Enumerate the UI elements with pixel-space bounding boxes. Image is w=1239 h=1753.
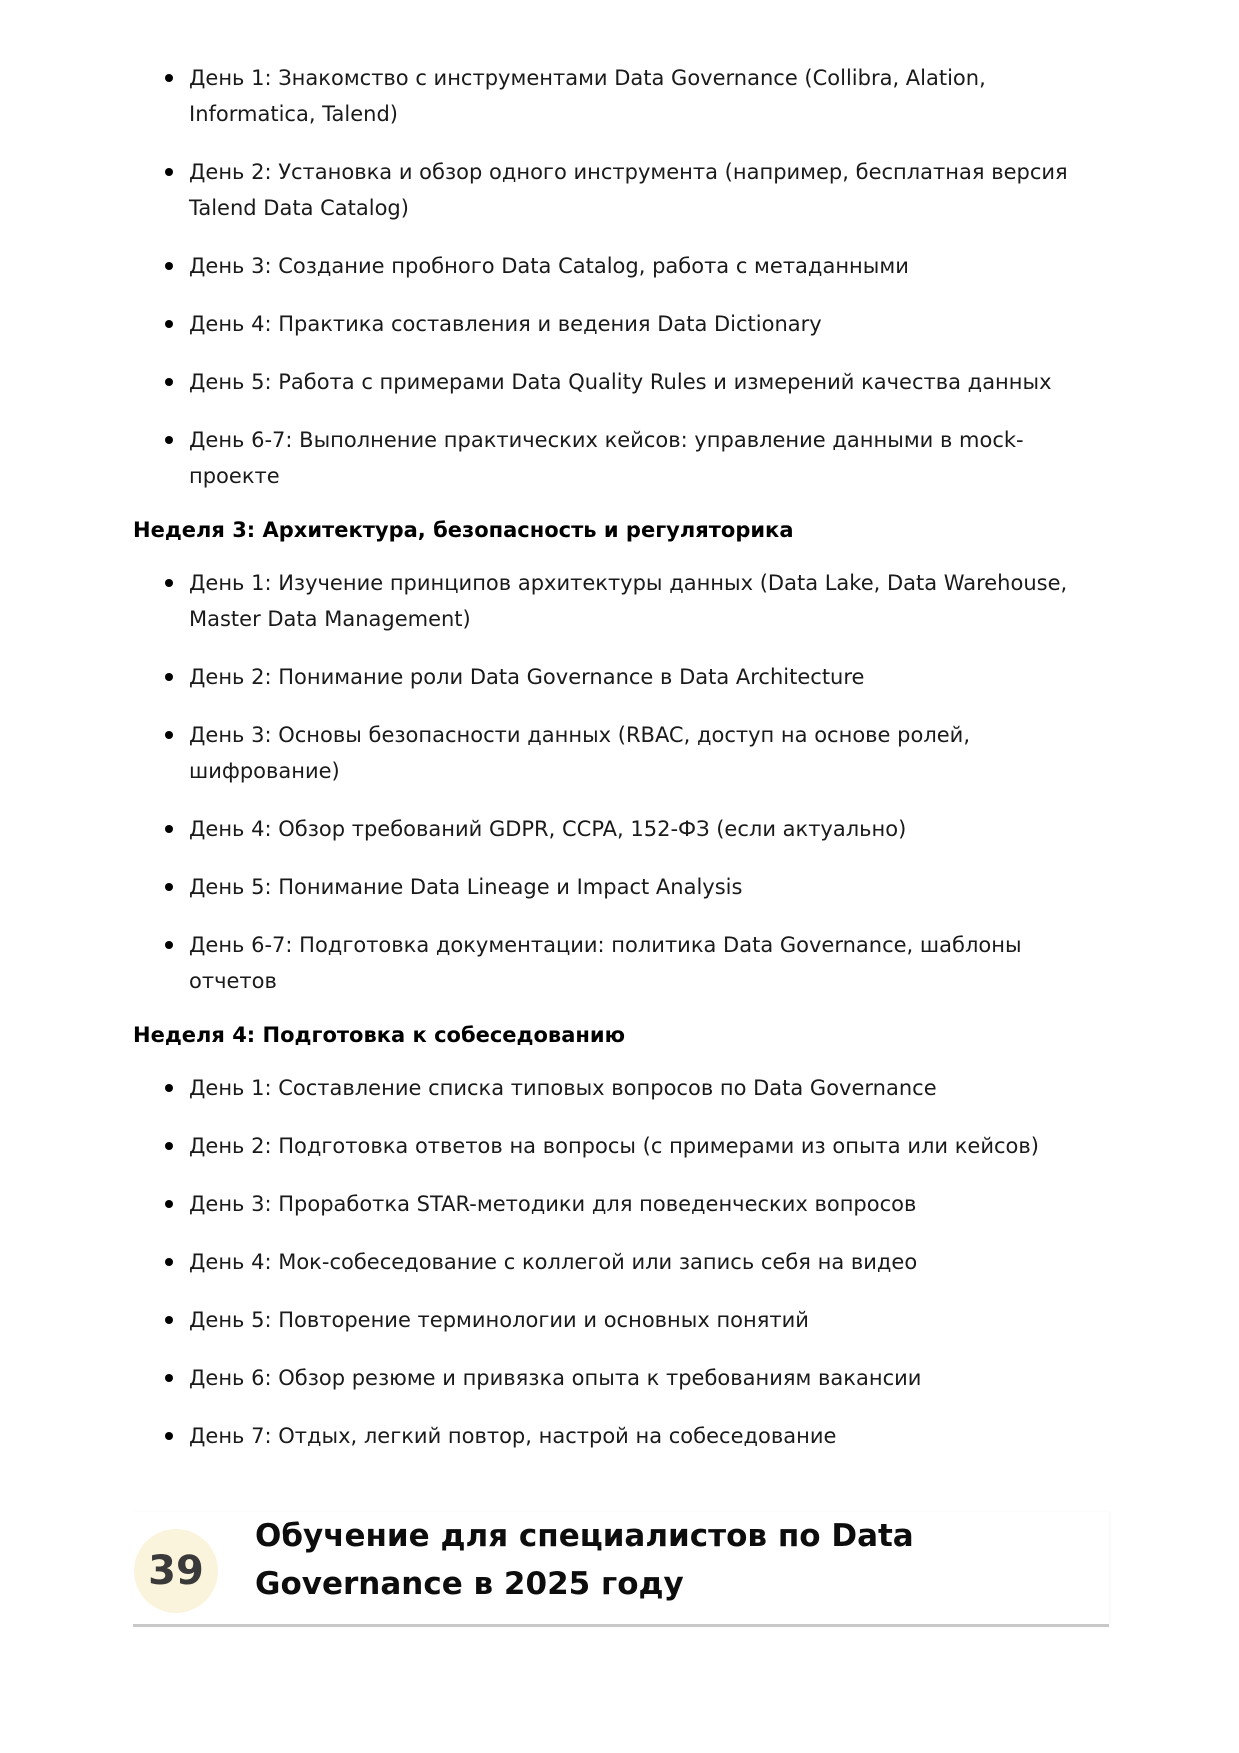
bullet-icon (165, 1316, 173, 1324)
section-title: Обучение для специалистов по Data Governance в 2025 году (255, 1518, 914, 1602)
list-item-text: День 3: Проработка STAR-методики для поведенческих вопросов (189, 1192, 917, 1216)
list-item (133, 1302, 1113, 1338)
list-item (133, 422, 1113, 494)
list-item (133, 659, 1113, 695)
list-item-text: День 3: Создание пробного Data Catalog, работа с метаданными (189, 254, 909, 278)
bullet-icon (165, 320, 173, 328)
week4-day-list (133, 1070, 1113, 1454)
list-item (133, 927, 1113, 999)
bullet-icon (165, 378, 173, 386)
list-item-text: День 2: Подготовка ответов на вопросы (с примерами из опыта или кейсов) (189, 1134, 1039, 1158)
list-item-text: День 4: Мок-собеседование с коллегой или запись себя на видео (189, 1250, 918, 1274)
list-item (133, 1418, 1113, 1454)
list-item (133, 717, 1113, 789)
list-item-text: День 1: Знакомство с инструментами Data Governance (Collibra, Alation, Informatica, Talend) (189, 66, 986, 126)
list-item (133, 154, 1113, 226)
bullet-icon (165, 1258, 173, 1266)
list-item (133, 1128, 1113, 1164)
list-item (133, 364, 1113, 400)
bullet-icon (165, 731, 173, 739)
list-item (133, 565, 1113, 637)
bullet-icon (165, 168, 173, 176)
list-item (133, 1244, 1113, 1280)
bullet-icon (165, 673, 173, 681)
list-item-text: День 1: Составление списка типовых вопросов по Data Governance (189, 1076, 937, 1100)
bullet-icon (165, 436, 173, 444)
list-item-text: День 5: Повторение терминологии и основных понятий (189, 1308, 809, 1332)
bullet-icon (165, 579, 173, 587)
bullet-icon (165, 74, 173, 82)
section-number-badge: 39 (134, 1529, 218, 1613)
list-item-text: День 2: Установка и обзор одного инструмента (например, бесплатная версия Talend Data Catalog) (189, 160, 1068, 220)
week3-day-list (133, 565, 1113, 999)
bullet-icon (165, 941, 173, 949)
week2-day-list (133, 60, 1113, 494)
list-item (133, 1186, 1113, 1222)
list-item (133, 306, 1113, 342)
bullet-icon (165, 1084, 173, 1092)
list-item-text: День 6-7: Подготовка документации: политика Data Governance, шаблоны отчетов (189, 933, 1022, 993)
week4-heading: Неделя 4: Подготовка к собеседованию (133, 1023, 626, 1047)
bullet-icon (165, 1374, 173, 1382)
bullet-icon (165, 825, 173, 833)
list-item-text: День 5: Работа с примерами Data Quality Rules и измерений качества данных (189, 370, 1052, 394)
bullet-icon (165, 1432, 173, 1440)
list-item (133, 869, 1113, 905)
list-item (133, 1070, 1113, 1106)
bullet-icon (165, 262, 173, 270)
list-item (133, 248, 1113, 284)
list-item (133, 1360, 1113, 1396)
list-item-text: День 7: Отдых, легкий повтор, настрой на собеседование (189, 1424, 837, 1448)
bullet-icon (165, 1200, 173, 1208)
list-item-text: День 6: Обзор резюме и привязка опыта к требованиям вакансии (189, 1366, 922, 1390)
list-item-text: День 5: Понимание Data Lineage и Impact Analysis (189, 875, 743, 899)
list-item-text: День 1: Изучение принципов архитектуры данных (Data Lake, Data Warehouse, Master Data Management) (189, 571, 1068, 631)
section-header-card (133, 1512, 1109, 1627)
list-item-text: День 4: Обзор требований GDPR, CCPA, 152-ФЗ (если актуально) (189, 817, 907, 841)
list-item (133, 60, 1113, 132)
list-item (133, 811, 1113, 847)
bullet-icon (165, 1142, 173, 1150)
list-item-text: День 4: Практика составления и ведения Data Dictionary (189, 312, 822, 336)
list-item-text: День 6-7: Выполнение практических кейсов: управление данными в mock-проекте (189, 428, 1024, 488)
list-item-text: День 3: Основы безопасности данных (RBAC, доступ на основе ролей, шифрование) (189, 723, 970, 783)
list-item-text: День 2: Понимание роли Data Governance в Data Architecture (189, 665, 865, 689)
bullet-icon (165, 883, 173, 891)
document-content (133, 60, 1113, 1476)
week3-heading: Неделя 3: Архитектура, безопасность и регуляторика (133, 518, 794, 542)
